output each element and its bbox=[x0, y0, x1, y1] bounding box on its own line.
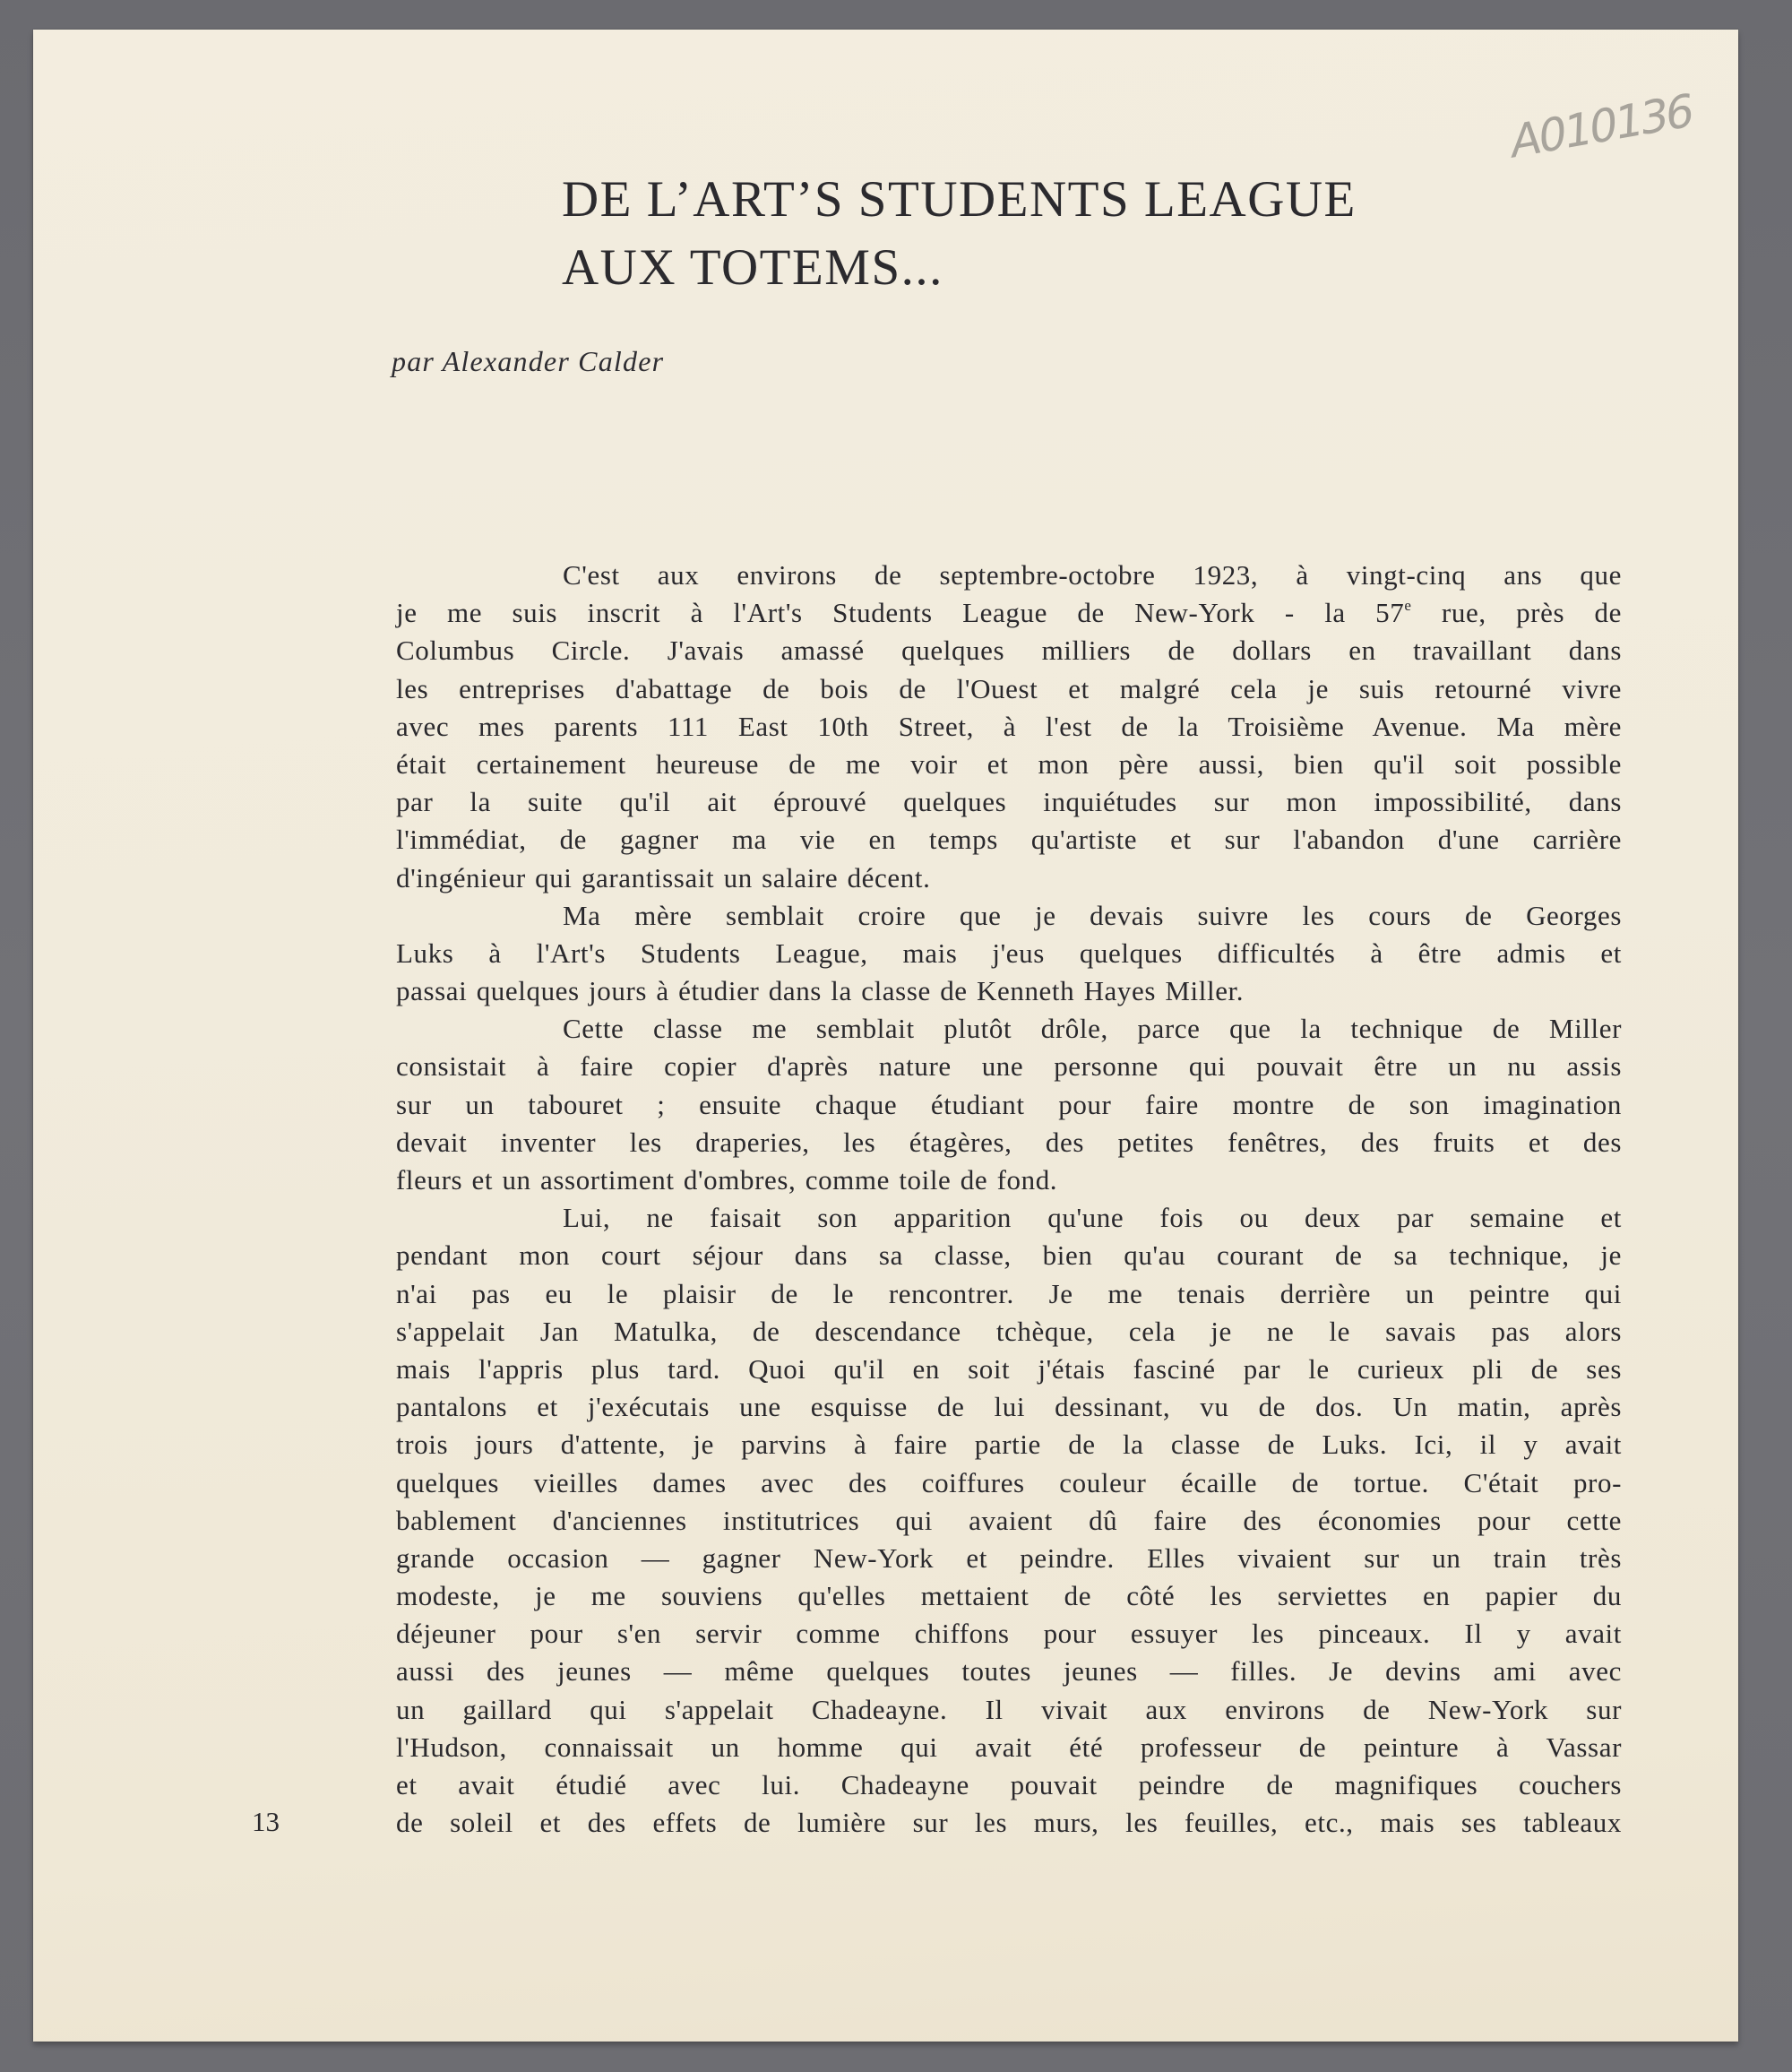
body-line: sur un tabouret ; ensuite chaque étudiant pour faire montre de son imagination bbox=[396, 1088, 1622, 1120]
body-line: consistait à faire copier d'après nature une personne qui pouvait être un nu assis bbox=[396, 1050, 1622, 1083]
body-line: d'ingénieur qui garantissait un salaire décent. bbox=[396, 861, 931, 894]
body-line: par la suite qu'il ait éprouvé quelques inquiétudes sur mon impossibilité, dans bbox=[396, 786, 1622, 818]
body-line: passai quelques jours à étudier dans la classe de Kenneth Hayes Miller. bbox=[396, 975, 1245, 1007]
body-line: trois jours d'attente, je parvins à faire partie de la classe de Luks. Ici, il y avait bbox=[396, 1429, 1622, 1461]
body-line: Luks à l'Art's Students League, mais j'eus quelques difficultés à être admis et bbox=[396, 937, 1622, 969]
body-line: pantalons et j'exécutais une esquisse de lui dessinant, vu de dos. Un matin, après bbox=[396, 1391, 1622, 1423]
body-line-text: rue, près de bbox=[1411, 597, 1622, 629]
article-title-line-1: DE L’ART’S STUDENTS LEAGUE bbox=[562, 171, 1357, 228]
body-line: déjeuner pour s'en servir comme chiffons pour essuyer les pinceaux. Il y avait bbox=[396, 1618, 1622, 1650]
printed-page bbox=[33, 30, 1738, 2042]
body-line: n'ai pas eu le plaisir de le rencontrer. Je me tenais derrière un peintre qui bbox=[396, 1277, 1622, 1309]
body-line: avec mes parents 111 East 10th Street, à l'est de la Troisième Avenue. Ma mère bbox=[396, 710, 1622, 742]
body-line bbox=[396, 594, 1622, 632]
body-line-text: je me suis inscrit à l'Art's Students League de New-York - la 57 bbox=[396, 597, 1405, 629]
page-number: 13 bbox=[252, 1806, 280, 1837]
body-line: modeste, je me souviens qu'elles mettaient de côté les serviettes en papier du bbox=[396, 1580, 1622, 1612]
body-line: mais l'appris plus tard. Quoi qu'il en soit j'étais fasciné par le curieux pli de ses bbox=[396, 1352, 1622, 1385]
body-line: devait inventer les draperies, les étagères, des petites fenêtres, des fruits et des bbox=[396, 1126, 1622, 1158]
ordinal-superscript: e bbox=[1404, 597, 1412, 615]
body-line: C'est aux environs de septembre-octobre 1923, à vingt-cinq ans que bbox=[563, 559, 1622, 591]
body-line: Cette classe me semblait plutôt drôle, parce que la technique de Miller bbox=[563, 1013, 1622, 1045]
body-line: de soleil et des effets de lumière sur les murs, les feuilles, etc., mais ses tableaux bbox=[396, 1807, 1622, 1839]
body-line: Columbus Circle. J'avais amassé quelques milliers de dollars en travaillant dans bbox=[396, 635, 1622, 667]
body-line: Lui, ne faisait son apparition qu'une fois ou deux par semaine et bbox=[563, 1202, 1622, 1234]
body-line: et avait étudié avec lui. Chadeayne pouvait peindre de magnifiques couchers bbox=[396, 1769, 1622, 1800]
article-title-line-2: AUX TOTEMS... bbox=[562, 239, 943, 296]
body-line: l'immédiat, de gagner ma vie en temps qu'artiste et sur l'abandon d'une carrière bbox=[396, 824, 1622, 856]
body-line: quelques vieilles dames avec des coiffures couleur écaille de tortue. C'était pro- bbox=[396, 1466, 1622, 1498]
body-line: était certainement heureuse de me voir et mon père aussi, bien qu'il soit possible bbox=[396, 747, 1622, 780]
body-line: les entreprises d'abattage de bois de l'Ouest et malgré cela je suis retourné vivre bbox=[396, 672, 1622, 704]
body-line: Ma mère semblait croire que je devais suivre les cours de Georges bbox=[563, 899, 1622, 931]
body-line: aussi des jeunes — même quelques toutes jeunes — filles. Je devins ami avec bbox=[396, 1655, 1622, 1688]
author-byline: par Alexander Calder bbox=[392, 345, 665, 377]
body-line: grande occasion — gagner New-York et peindre. Elles vivaient sur un train très bbox=[396, 1541, 1622, 1574]
article-body bbox=[396, 557, 1622, 1842]
body-line: l'Hudson, connaissait un homme qui avait été professeur de peinture à Vassar bbox=[396, 1731, 1622, 1763]
body-line: pendant mon court séjour dans sa classe, bien qu'au courant de sa technique, je bbox=[396, 1239, 1622, 1272]
body-line: s'appelait Jan Matulka, de descendance tchèque, cela je ne le savais pas alors bbox=[396, 1315, 1622, 1347]
handwritten-inventory-number: A010136 bbox=[1510, 83, 1693, 169]
body-line: un gaillard qui s'appelait Chadeayne. Il vivait aux environs de New-York sur bbox=[396, 1693, 1622, 1725]
body-line: bablement d'anciennes institutrices qui avaient dû faire des économies pour cette bbox=[396, 1504, 1622, 1536]
body-line: fleurs et un assortiment d'ombres, comme toile de fond. bbox=[396, 1164, 1058, 1196]
